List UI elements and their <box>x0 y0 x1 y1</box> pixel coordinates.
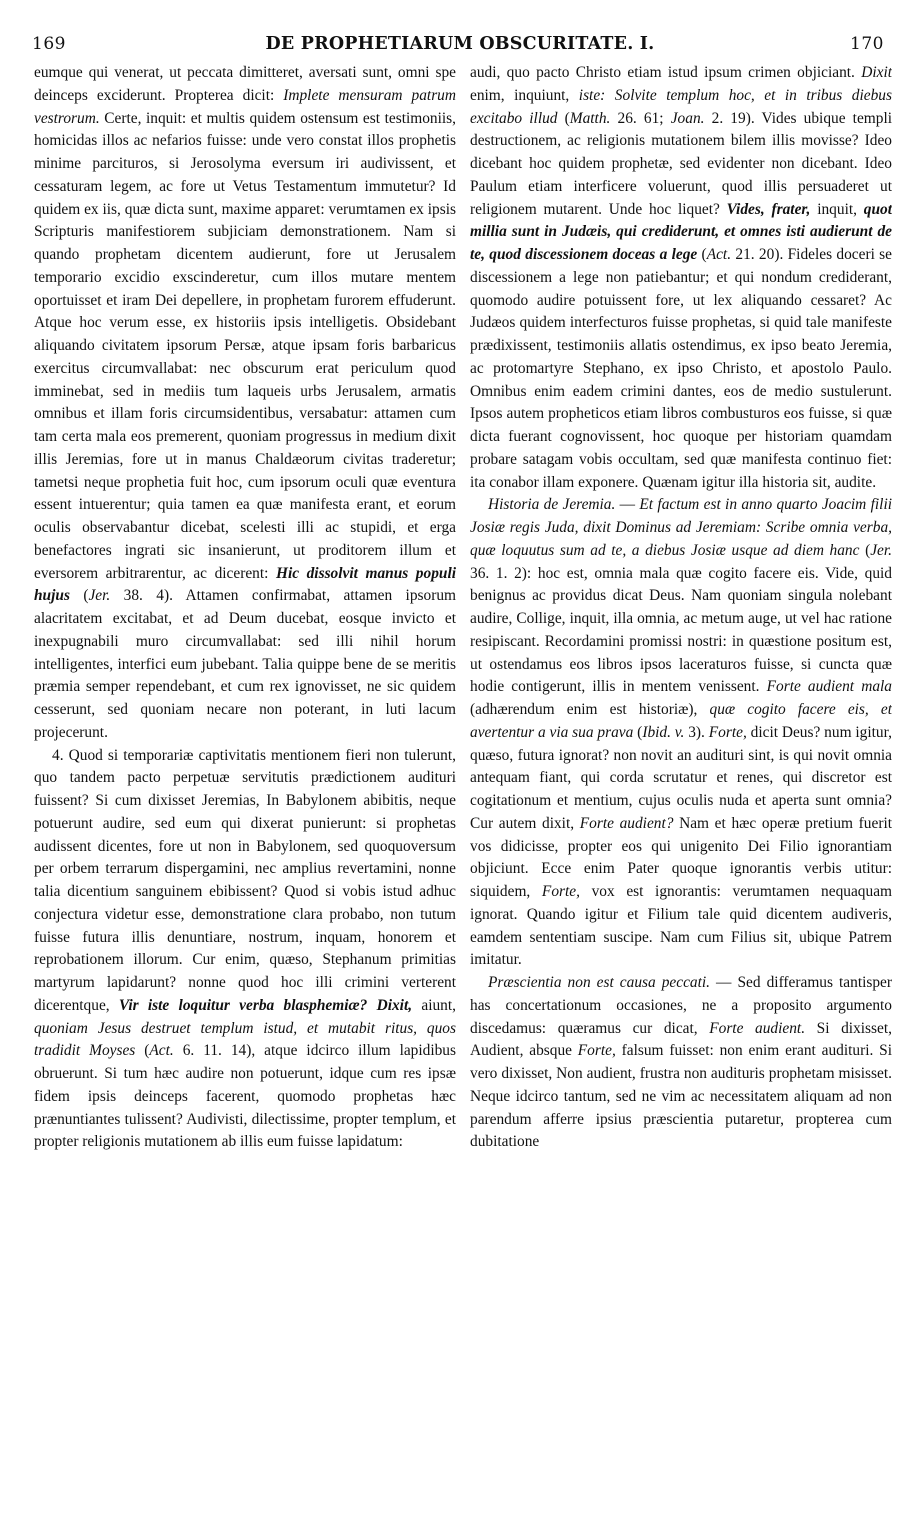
emphasis-run: Act. <box>149 1042 174 1060</box>
text-run: 2. 19). Vides ubique templi destructionem, ac religionis mutationem bilem illis movisse? Ideo dicebant hoc quidem prophetæ, sed evidenter non dicebant. Ideo Paulum etiam interficere voluerunt, quod illis persuaderet ut religionem mutarent. Unde hoc liquet? <box>470 109 892 218</box>
emphasis-run: Forte, <box>708 723 747 741</box>
text-run: 3). <box>684 723 709 741</box>
text-run: 21. 20). Fideles doceri se discessionem a lege non patiebantur; et qui nondum crediderant, quomodo audire potuissent fore, ut lex aliquando cessaret? Ac Judæos quidem interfecturos fuisse prophetas, si quid tale manifeste prædixissent, testimoniis allatis ostendimus, ex ipso beato Jeremia, ac protomartyre Stephano, ex ipso Christo, et apostolo Paulo. Omnibus enim eadem crimini dantes, eos de medio sustulerunt. Ipsos autem propheticos etiam libros combusturos eos fuisse, si quæ dicta fuerant cognovissent, hoc quoque per historiam quamdam probare satagam vobis occultam, sed quæ manifesta continuo fiet: ita conabor illam exponere. Quænam igitur illa historia sit, audite. <box>470 246 892 491</box>
emphasis-run: Matth. <box>569 109 611 127</box>
running-header <box>30 34 890 64</box>
text-run: Nam et hæc operæ pretium fuerit vos didicisse, propter eos qui unigenito Dei Filio ignorantiam objiciunt. Ecce enim Pater quoque ignorantis verbis utitur: siquidem, <box>470 814 892 900</box>
emphasis-run: Vir iste loquitur verba blasphemiæ? Dixit, <box>118 996 413 1014</box>
running-title: DE PROPHETIARUM OBSCURITATE. I. <box>265 34 655 54</box>
emphasis-run: Hic dissolvit manus populi hujus <box>34 564 456 605</box>
text-run: ( <box>697 246 707 263</box>
text-run: enim, inquiunt, <box>470 86 579 104</box>
text-run: vox est ignorantis: verumtamen nequaquam ignorat. Quando igitur et Filium tale quid dicentem audiveris, eamdem sententiam suscipe. Nam cum Filius sit, ubique Patrem imitatur. <box>470 883 892 969</box>
text-run: Si dixisset, Audient, absque <box>470 1019 892 1060</box>
emphasis-run: Forte audient. <box>709 1019 806 1037</box>
text-run: 4. Quod si temporariæ captivitatis mentionem fieri non tulerunt, quo tandem pacto perpetuæ servitutis prædictionem audituri fuissent? Si cum dixisset Jeremias, In Babylonem abibitis, neque potuerunt audire, sed eum qui dixerat punierunt: si prophetas audissent dicentes, fore ut non in Babylonem, sed quoquoversum per orbem terrarum dispergamini, nec amplius revertamini, nonne talia dicentium sanguinem ebibissent? Quod si vobis istud adhuc conjectura videtur esse, demonstratione clara probabo, non tutum fuisse futura illis denuntiare, nostrum, inquam, honorem et reprobationem illorum. Cur enim, quæso, Stephanum primitias martyrum lapidarunt? nonne quod hoc illi crimini verterent dicerentque, <box>34 746 456 1014</box>
emphasis-run: Forte, <box>541 883 580 900</box>
emphasis-run: Implete mensuram patrum vestrorum. <box>34 86 456 127</box>
emphasis-run: iste: Solvite templum hoc, et in tribus diebus excitabo illud <box>470 86 892 127</box>
paragraph <box>34 62 456 745</box>
text-run: ( <box>859 541 871 559</box>
emphasis-run: Præscientia non est causa peccati. <box>488 974 711 991</box>
emphasis-run: quæ cogito facere eis, et avertentur a via sua prava <box>470 701 892 741</box>
text-run: 38. 4). Attamen confirmabat, attamen ipsorum alacritatem excitabat, et ad Deum ducebat, eosque invicto et inexpugnabili muro circumvallabat: sed illi nihil horum intelligentes, interfici eum jubebant. Talia quippe bene de se meritis præmia semper rependebant, et cum rex ignovisset, ne sic quidem cesserunt, sed quoniam necare non poterant, in luti lacum projecerunt. <box>34 587 456 741</box>
emphasis-run: Act. <box>706 246 732 263</box>
text-run: 26. 61; <box>610 109 671 127</box>
text-run: 36. 1. 2): hoc est, omnia mala quæ cogito facere eis. Vide, quid benignus ac providus dicat Deus. Nam quoniam singula nolebant audire, Collige, inquit, illa omnia, ac metum auge, ut vel hac ratione resipiscant. Recordamini promissi nostri: in quæstione positum est, ut ostendamus eos libros ipsos laceraturos fuisse, si cuncta quæ hodie contigerunt, illis in mentem venissent. <box>470 564 892 696</box>
emphasis-run: Forte, <box>577 1042 616 1060</box>
emphasis-run: Et factum est in anno quarto Joacim filii Josiæ regis Juda, dixit Dominus ad Jeremiam: Scribe omnia verba, quæ loquutus sum ad te, a diebus Josiæ usque ad diem hanc <box>470 496 892 559</box>
text-run: ( <box>135 1042 150 1060</box>
emphasis-run: Dixit <box>861 64 892 81</box>
text-run: dicit Deus? num igitur, quæso, futura ignorat? non novit an audituri sint, is qui novit omnia antequam fiant, qui corda scrutatur et renes, qui discretor est cogitationum et mentium, cujus oculis nuda et aperta sunt omnia? Cur autem dixit, <box>470 723 892 832</box>
emphasis-run: quoniam Jesus destruet templum istud, et mutabit ritus, quos tradidit Moyses <box>34 1019 456 1060</box>
text-run: ( <box>557 109 570 127</box>
right-column <box>470 62 892 1532</box>
emphasis-run: Ibid. v. <box>642 723 685 741</box>
text-run: aiunt, <box>412 996 456 1014</box>
emphasis-run: Joan. <box>670 109 705 127</box>
emphasis-run: Jer. <box>88 587 111 605</box>
text-run: — <box>615 496 640 514</box>
text-run: eumque qui venerat, ut peccata dimitteret, aversati sunt, omni spe deinceps exciderunt. Propterea dicit: <box>34 64 456 104</box>
emphasis-run: quot millia sunt in Judæis, qui crediderunt, et omnes isti audierunt de te, quod discessionem doceas a lege <box>470 200 892 263</box>
text-run: ( <box>633 723 643 741</box>
right-page-number: 170 <box>850 34 884 54</box>
text-run: inquit, <box>810 200 864 218</box>
paragraph <box>470 972 892 1154</box>
emphasis-run: Forte audient? <box>579 814 674 832</box>
text-run: audi, quo pacto Christo etiam istud ipsum crimen objiciant. <box>470 64 862 81</box>
text-run: falsum fuisset: non enim erant audituri. Si vero dixisset, Non audient, frustra non audituris prophetam misisset. Neque idcirco tantum, sed ne vim ac necessitatem aliquam ad non parendum afferre ipsius præscientia putaretur, propterea cum dubitatione <box>470 1042 892 1151</box>
emphasis-run: Jer. <box>870 541 892 559</box>
emphasis-run: Forte audient mala <box>766 678 892 696</box>
paragraph <box>34 745 456 1155</box>
text-run: — Sed differamus tantisper has concertationum occasiones, ne a proposito argumento discedamus: quæramus cur dicat, <box>470 974 892 1037</box>
left-page-number: 169 <box>32 34 66 54</box>
paragraph <box>470 62 892 494</box>
paragraph <box>470 494 892 972</box>
emphasis-run: Vides, frater, <box>726 200 811 218</box>
text-run: 6. 11. 14), atque idcirco illum lapidibus obruerunt. Si tum hæc audire non potuerunt, idque cum res ipsæ fidem ipsis deinceps facerent, quomodo prophetas hæc prænuntiantes tulissent? Audivisti, dilectissime, propter templum, et propter religionis mutationem ab illis eum fuisse lapidatum: <box>34 1042 456 1151</box>
emphasis-run: Historia de Jeremia. <box>488 496 616 514</box>
text-run: Certe, inquit: et multis quidem ostensum est testimoniis, homicidas illos ac nefarios fuisse: unde vero constat illos prophetis minime parcituros, si Jerosolyma eversum iri audivissent, et cessaturam legem, ac fore ut Vetus Testamentum immutetur? Id quidem ex iis, quæ dicta sunt, maxime apparet: verumtamen ex ipsis Scripturis manifestiorem subjiciam demonstrationem. Nam si quando prophetam dicentem audierunt, fore ut Jerusalem temporario excidio exscinderetur, cum illos mutare mentem oportuisset et iram Dei depellere, in prophetam furorem effuderunt. Atque hoc verum esse, ex historiis ipsis intelligetis. Obsidebant aliquando civitatem ipsorum Persæ, atque ipsam foris barbaricus exercitus circumvallabat: nec obscurum erat periculum quod imminebat, sed in mediis tum laqueis urbs Jerusalem, armatis omnibus et illam foris circumsidentibus, versabatur: attamen cum tam certa mala eos premerent, quoniam progressus in medium dixit illis Jeremias, fore ut in manus Chaldæorum civitas traderetur; tametsi neque prophetia fuit hoc, cum ipsorum oculi quæ eventura essent intuerentur; quia tamen ea quæ manifesta erant, et eorum oculis observabantur dicebat, scelesti illi ac stupidi, et erga benefactores ingrati sic insanierunt, ut proditorem illum et eversorem arbitrarentur, ac dicerent: <box>34 109 456 582</box>
text-run: ( <box>69 587 89 605</box>
left-column <box>34 62 456 1532</box>
text-run: (adhærendum enim est historiæ), <box>470 701 710 718</box>
